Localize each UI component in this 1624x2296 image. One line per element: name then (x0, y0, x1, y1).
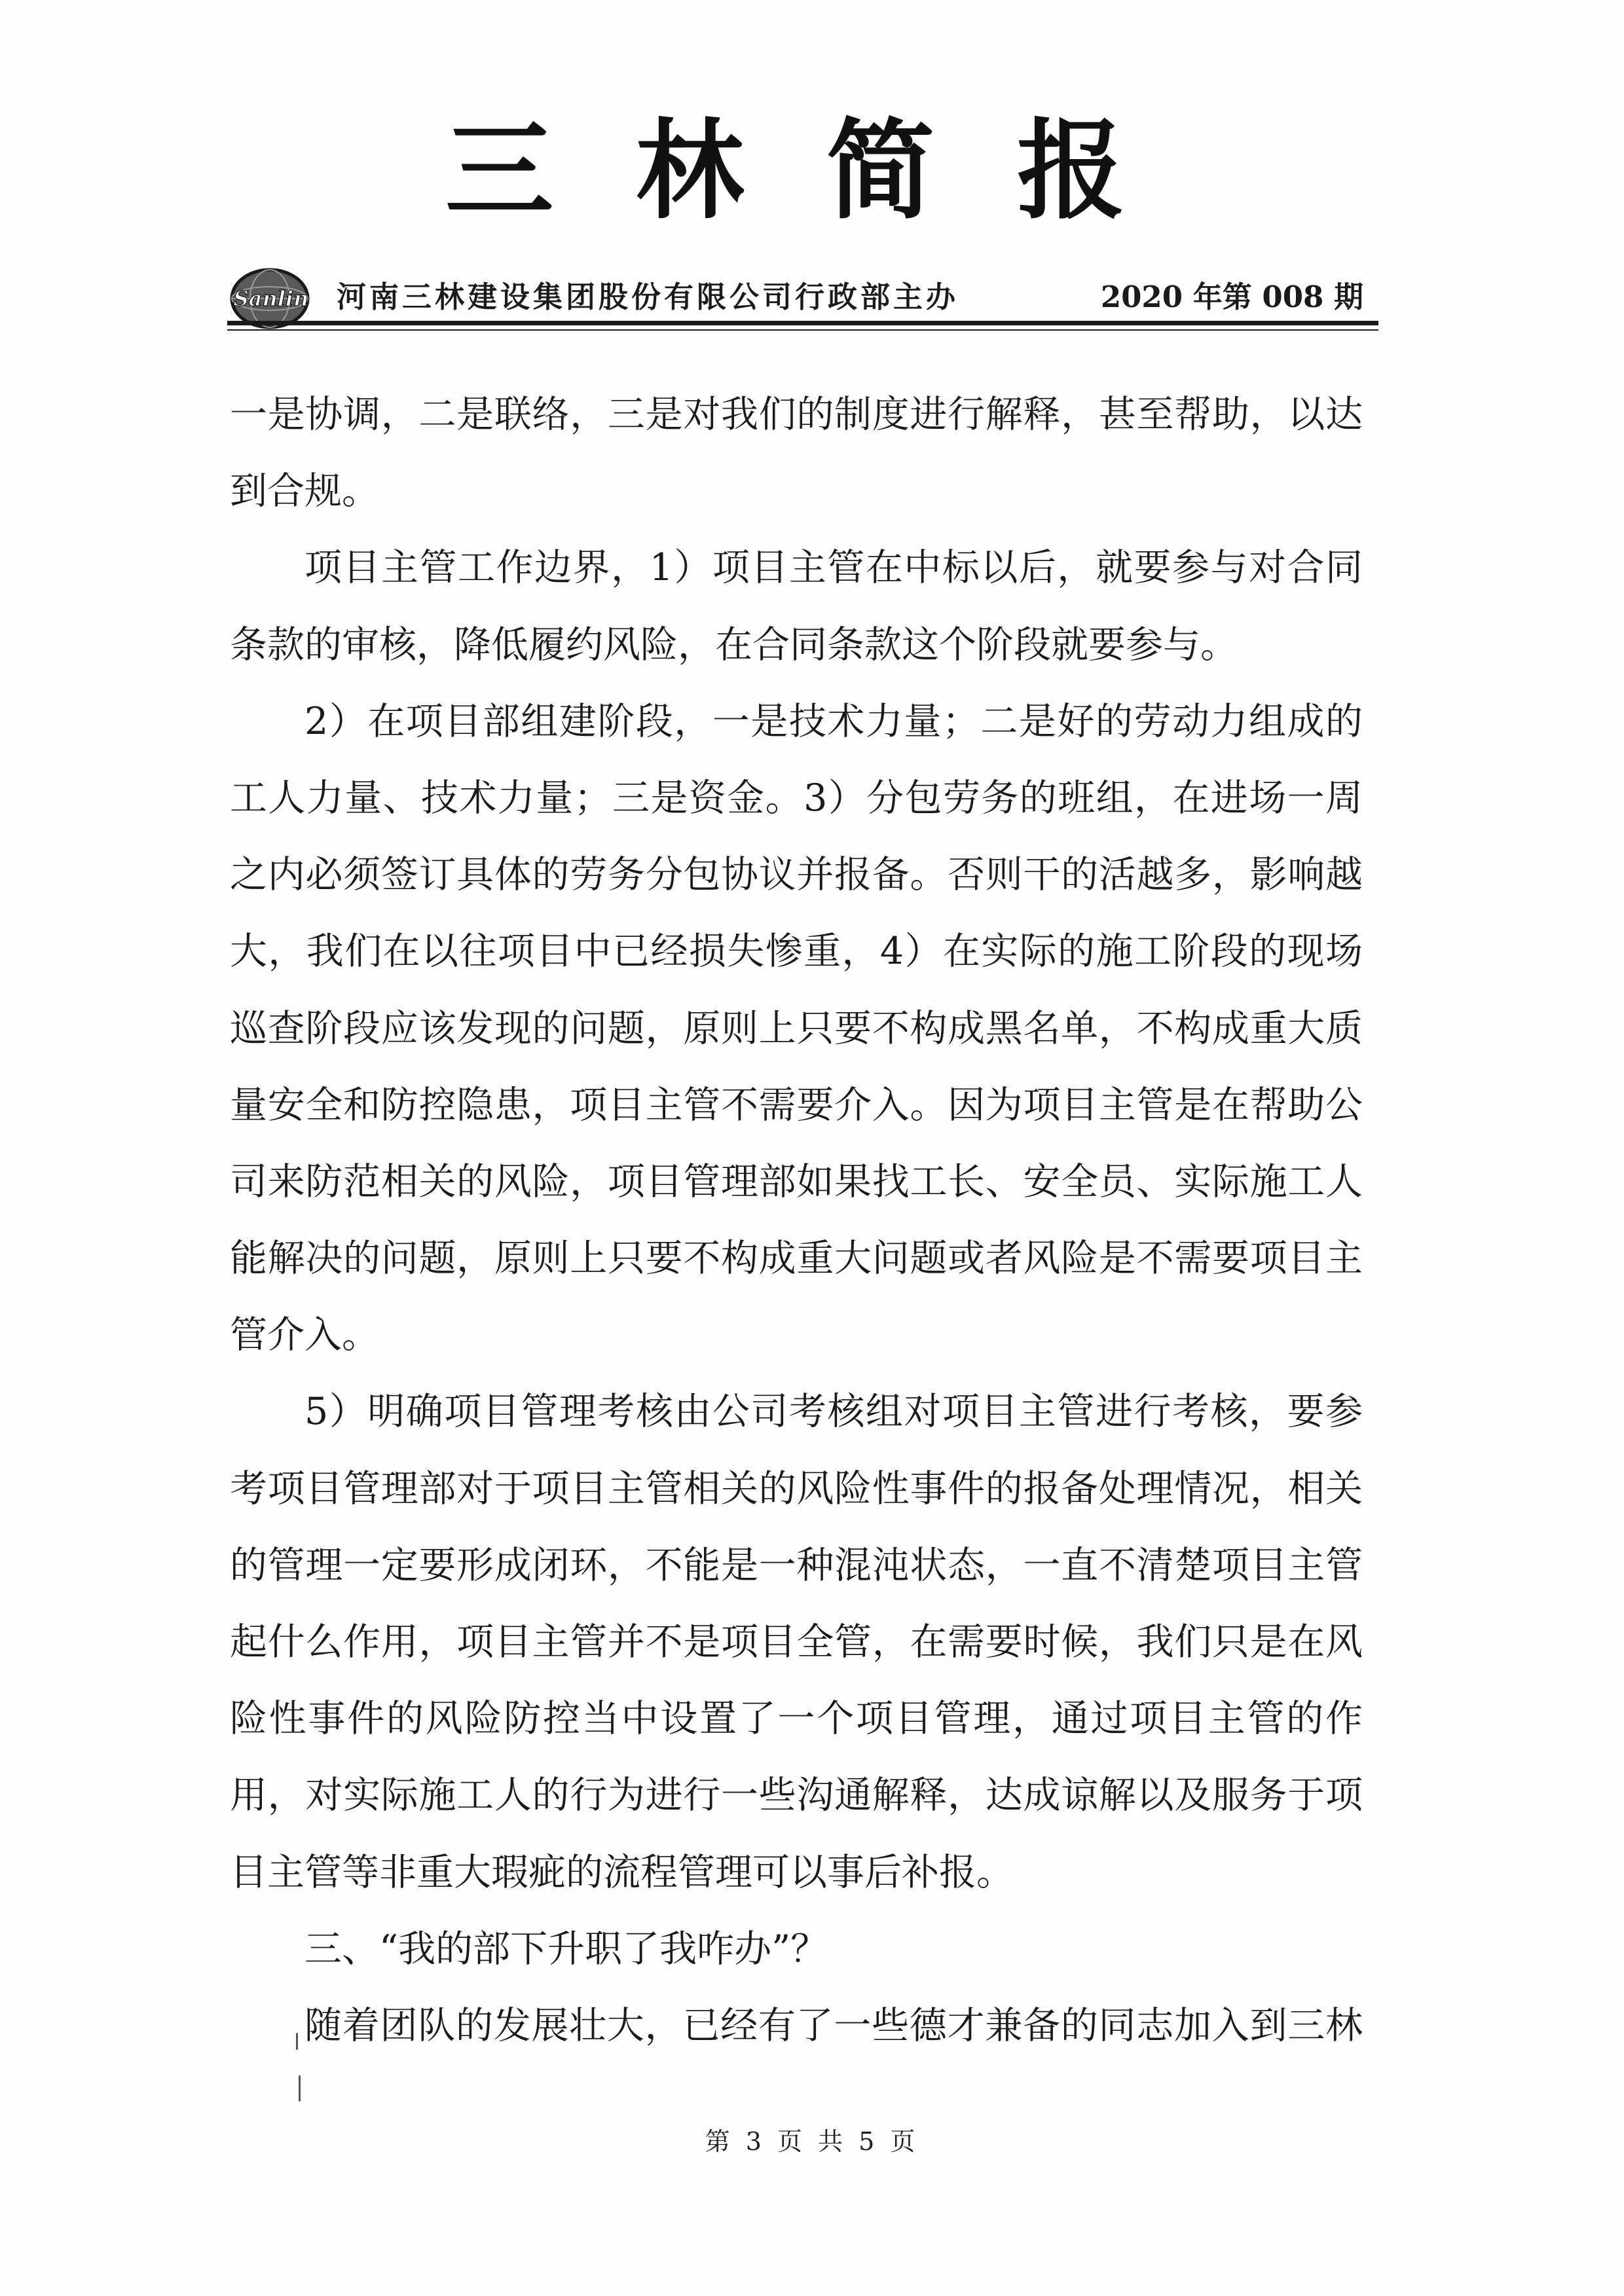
body-line: 大，我们在以往项目中已经损失惨重，4）在实际的施工阶段的现场 (230, 930, 1363, 974)
body-line: 管介入。 (230, 1313, 379, 1357)
section-heading: 三、“我的部下升职了我咋办”？ (304, 1927, 828, 1971)
body-line: 能解决的问题，原则上只要不构成重大问题或者风险是不需要项目主 (230, 1237, 1363, 1281)
page-title: 三林简报 (445, 107, 1208, 234)
issue-number: 2020 年第 008 期 (1100, 280, 1363, 314)
body-line: 巡查阶段应该发现的问题，原则上只要不构成黑名单，不构成重大质 (230, 1006, 1363, 1050)
body-line: 用，对实际施工人的行为进行一些沟通解释，达成谅解以及服务于项 (230, 1774, 1363, 1817)
body-line: 条款的审核，降低履约风险，在合同条款这个阶段就要参与。 (230, 623, 1238, 666)
body-line: 到合规。 (230, 469, 379, 513)
body-line: 考项目管理部对于项目主管相关的风险性事件的报备处理情况，相关 (230, 1467, 1363, 1510)
body-line: 的管理一定要形成闭环，不能是一种混沌状态，一直不清楚项目主管 (230, 1543, 1363, 1587)
body-line: 目主管等非重大瑕疵的流程管理可以事后补报。 (230, 1850, 1014, 1894)
body-line: 之内必须签订具体的劳务分包协议并报备。否则干的活越多，影响越 (230, 853, 1363, 897)
body-line: 项目主管工作边界，1）项目主管在中标以后，就要参与对合同 (304, 546, 1363, 590)
body-line: 工人力量、技术力量；三是资金。3）分包劳务的班组，在进场一周 (230, 776, 1363, 820)
header-rule-thin (227, 329, 1378, 331)
page-number: 第 3 页 共 5 页 (705, 2127, 919, 2156)
body-line: 险性事件的风险防控当中设置了一个项目管理，通过项目主管的作 (230, 1697, 1363, 1741)
body-line: 司来防范相关的风险，项目管理部如果找工长、安全员、实际施工人 (230, 1159, 1363, 1203)
article-body (230, 376, 1363, 2064)
publisher-line: 河南三林建设集团股份有限公司行政部主办 (337, 280, 959, 314)
logo-wordmark: Sanlin (233, 286, 309, 311)
scan-speck (299, 2075, 301, 2102)
body-line: 2）在项目部组建阶段，一是技术力量；二是好的劳动力组成的 (304, 699, 1363, 743)
body-line: 起什么作用，项目主管并不是项目全管，在需要时候，我们只是在风 (230, 1620, 1363, 1664)
body-line: 5）明确项目管理考核由公司考核组对项目主管进行考核，要参 (304, 1390, 1363, 1434)
body-line: 量安全和防控隐患，项目主管不需要介入。因为项目主管是在帮助公 (230, 1083, 1363, 1127)
header-rule (227, 321, 1378, 325)
scan-speck (296, 2033, 298, 2050)
body-line: 随着团队的发展壮大，已经有了一些德才兼备的同志加入到三林 (304, 2003, 1363, 2047)
body-line: 一是协调，二是联络，三是对我们的制度进行解释，甚至帮助，以达 (230, 393, 1363, 436)
